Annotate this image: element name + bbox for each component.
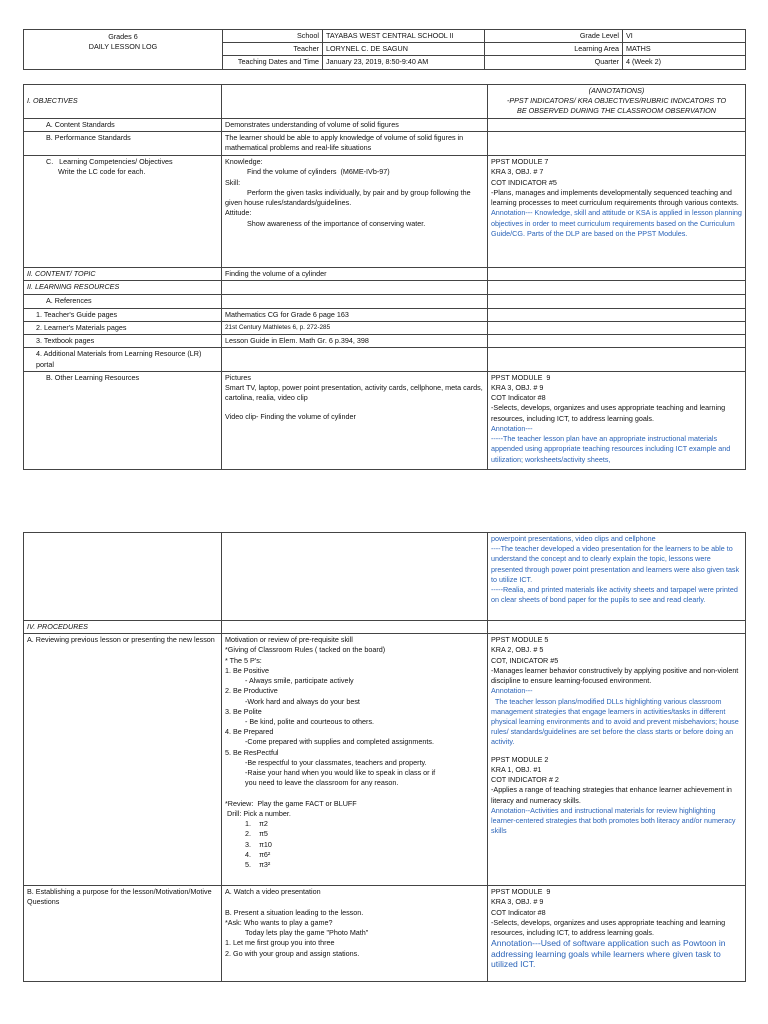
header-title-cell bbox=[24, 30, 223, 70]
attitude-label: Attitude: bbox=[225, 208, 252, 218]
annotation-desc: -Plans, manages and implements developmentally sequenced teaching and learning processes to meet curriculum requirements through various contexts. bbox=[491, 187, 739, 208]
tb-label: 3. Textbook pages bbox=[24, 335, 222, 348]
procedure-a-annotation bbox=[488, 634, 746, 886]
procedure-line: 2. Be Productive bbox=[225, 686, 278, 696]
procedure-line: 3. Be Polite bbox=[225, 706, 262, 716]
teacher-label: Teacher bbox=[223, 43, 323, 56]
annotation-desc-2: -Applies a range of teaching strategies that enhance learner achievement in literacy and numeracy skills. bbox=[491, 785, 734, 805]
procedure-line: - Always smile, participate actively bbox=[225, 676, 354, 686]
empty-cell bbox=[488, 621, 746, 634]
attitude-text: Show awareness of the importance of conserving water. bbox=[247, 218, 426, 228]
resources-annotation bbox=[488, 371, 746, 469]
procedure-b-label: B. Establishing a purpose for the lesson/Motivation/Motive Questions bbox=[24, 886, 222, 982]
content-text: Finding the volume of a cylinder bbox=[222, 268, 488, 281]
quarter-label: Quarter bbox=[485, 56, 623, 69]
content-standards-label: A. Content Standards bbox=[24, 119, 222, 132]
annotation-module: PPST MODULE 7 bbox=[491, 157, 549, 167]
annotation-note-prefix: Annotation--- bbox=[491, 938, 541, 949]
procedure-line: Motivation or review of pre-requisite skill bbox=[225, 635, 353, 645]
empty-cell bbox=[24, 533, 222, 621]
competencies-cell bbox=[24, 156, 222, 268]
annotations-line2: BE OBSERVED DURING THE CLASSROOM OBSERVATION bbox=[517, 106, 716, 116]
header-block bbox=[23, 29, 745, 70]
procedure-line: -Raise your hand when you would like to speak in class or if bbox=[225, 768, 436, 778]
other-list: Smart TV, laptop, power point presentation, activity cards, cellphone, meta cards, cartolina, realia, video clip bbox=[225, 382, 485, 403]
tg-text: Mathematics CG for Grade 6 page 163 bbox=[222, 308, 488, 321]
procedure-line: -Come prepared with supplies and completed assignments. bbox=[225, 737, 434, 747]
empty-cell bbox=[488, 335, 746, 348]
log-title: DAILY LESSON LOG bbox=[88, 42, 158, 52]
annotation-module: PPST MODULE 9 bbox=[491, 372, 551, 382]
procedure-line bbox=[225, 897, 484, 907]
annotation-kra: KRA 2, OBJ. # 5 bbox=[491, 645, 544, 655]
lm-label: 2. Learner's Materials pages bbox=[24, 321, 222, 334]
performance-standards-text: The learner should be able to apply knowledge of volume of solid figures in mathematical problems and real-life situations bbox=[222, 132, 488, 156]
additional-label: 4. Additional Materials from Learning Resource (LR) portal bbox=[24, 348, 222, 371]
empty-cell bbox=[488, 321, 746, 334]
procedure-line: 2. Go with your group and assign stations. bbox=[225, 948, 360, 958]
empty-cell bbox=[488, 281, 746, 294]
empty-cell bbox=[222, 294, 488, 308]
procedure-line: - Be kind, polite and courteous to others. bbox=[225, 716, 375, 726]
school-value: TAYABAS WEST CENTRAL SCHOOL II bbox=[323, 30, 485, 43]
learning-area-value: MATHS bbox=[623, 43, 746, 56]
empty-cell bbox=[488, 308, 746, 321]
annotation-module: PPST MODULE 9 bbox=[491, 887, 551, 897]
annotation-note-text: Used of software application such as Powtoon in addressing learning goals while learners where given task to utilized ICT. bbox=[491, 938, 728, 969]
procedure-line: B. Present a situation leading to the lesson. bbox=[225, 907, 364, 917]
procedure-line: 5. π3² bbox=[225, 860, 271, 870]
resources-heading: II. LEARNING RESOURCES bbox=[24, 281, 222, 294]
other-resources-content bbox=[222, 371, 488, 469]
competencies-content bbox=[222, 156, 488, 268]
annotation-kra: KRA 3, OBJ. # 9 bbox=[491, 382, 544, 392]
continuation-line3: -----Realia, and printed materials like activity sheets and tarpapel were printed on clear sheets of bond paper for the pupils to see and read clearly. bbox=[491, 585, 740, 605]
grade-level-value: VI bbox=[623, 30, 746, 43]
procedure-line: *Ask: Who wants to play a game? bbox=[225, 917, 333, 927]
annotation-note-2: Annotation--Activities and instructional materials for review highlighting learner-centered strategies that both promotes both literacy and/or numeracy skills bbox=[491, 805, 738, 836]
annotation-cot: COT Indicator #8 bbox=[491, 393, 546, 403]
procedure-line: 1. Let me first group you into three bbox=[225, 938, 335, 948]
header-table bbox=[23, 29, 746, 70]
dates-value: January 23, 2019, 8:50-9:40 AM bbox=[323, 56, 485, 69]
performance-standards-label: B. Performance Standards bbox=[24, 132, 222, 156]
knowledge-text: Find the volume of cylinders (M6ME-IVb-97) bbox=[247, 167, 390, 177]
teacher-value: LORYNEL C. DE SAGUN bbox=[323, 43, 485, 56]
procedure-line: *Review: Play the game FACT or BLUFF bbox=[225, 798, 357, 808]
annotation-module: PPST MODULE 5 bbox=[491, 635, 549, 645]
annotation-kra: KRA 3, OBJ. # 7 bbox=[491, 167, 544, 177]
objectives-heading: I. OBJECTIVES bbox=[24, 85, 222, 119]
continuation-annotation bbox=[488, 533, 746, 621]
procedure-line: A. Watch a video presentation bbox=[225, 887, 321, 897]
annotation-module-2: PPST MODULE 2 bbox=[491, 754, 549, 764]
continuation-line1: powerpoint presentations, video clips and cellphone bbox=[491, 534, 656, 543]
annotation-kra-2: KRA 1, OBJ. #1 bbox=[491, 764, 542, 774]
content-standards-text: Demonstrates understanding of volume of solid figures bbox=[222, 119, 488, 132]
annotation-note bbox=[491, 938, 742, 969]
lesson-table-part1 bbox=[23, 84, 745, 470]
objectives-blank bbox=[222, 85, 488, 119]
annotation-desc: -Selects, develops, organizes and uses appropriate teaching and learning resources, including ICT, to address learning goals. bbox=[491, 917, 728, 938]
procedure-line: 1. π2 bbox=[225, 819, 268, 829]
procedure-line: -Be respectful to your classmates, teachers and property. bbox=[225, 757, 427, 767]
quarter-value: 4 (Week 2) bbox=[623, 56, 746, 69]
procedure-b-content bbox=[222, 886, 488, 982]
knowledge-label: Knowledge: bbox=[225, 157, 263, 167]
annotation-note-label: Annotation--- bbox=[491, 423, 533, 433]
other-pictures: Pictures bbox=[225, 372, 251, 382]
procedure-line: *Giving of Classroom Rules ( tacked on the board) bbox=[225, 645, 386, 655]
content-heading: II. CONTENT/ TOPIC bbox=[24, 268, 222, 281]
procedure-line: 5. Be ResPectful bbox=[225, 747, 279, 757]
empty-cell bbox=[222, 621, 488, 634]
annotations-line1: -PPST INDICATORS/ KRA OBJECTIVES/RUBRIC INDICATORS TO bbox=[506, 96, 727, 106]
procedures-table bbox=[23, 532, 746, 982]
other-resources-label: B. Other Learning Resources bbox=[24, 371, 222, 469]
annotation-kra: KRA 3, OBJ. # 9 bbox=[491, 897, 544, 907]
procedure-line: 3. π10 bbox=[225, 839, 272, 849]
tb-text: Lesson Guide in Elem. Math Gr. 6 p.394, 398 bbox=[222, 335, 488, 348]
skill-label: Skill: bbox=[225, 177, 241, 187]
procedure-line: 2. π5 bbox=[225, 829, 268, 839]
empty-cell bbox=[488, 268, 746, 281]
competencies-sub: Write the LC code for each. bbox=[58, 167, 146, 177]
grades-label: Grades 6 bbox=[108, 32, 138, 41]
skill-text: Perform the given tasks individually, by pair and by group following the given house rules/standards/guidelines. bbox=[225, 187, 473, 208]
procedure-line: Drill: Pick a number. bbox=[225, 808, 291, 818]
procedure-a-label: A. Reviewing previous lesson or presenting the new lesson bbox=[24, 634, 222, 886]
school-label: School bbox=[223, 30, 323, 43]
procedure-line: Today lets play the game "Photo Math" bbox=[225, 928, 369, 938]
annotation-cot-2: COT INDICATOR # 2 bbox=[491, 775, 559, 785]
annotation-note: Annotation--- Knowledge, skill and attitude or KSA is applied in lesson planning objectives in order to meet curriculum requirements based on the Curriculum Guide/CG. Parts of the DLP are based on the PPST Modules. bbox=[491, 208, 744, 238]
lesson-table-part2 bbox=[23, 532, 745, 982]
annotation-cot: COT INDICATOR #5 bbox=[491, 177, 557, 187]
objectives-annotation bbox=[488, 156, 746, 268]
annotation-note: The teacher lesson plans/modified DLLs highlighting various classroom management strategies that engage learners in activities/tasks in different physical learning environments and to avoid and prevent misbehaviors; house rules/ standards/guidelines are set before the class starts or before doing an activity. bbox=[491, 696, 741, 747]
procedures-heading: IV. PROCEDURES bbox=[24, 621, 222, 634]
procedure-line: -Work hard and always do your best bbox=[225, 696, 360, 706]
procedure-line: * The 5 P's: bbox=[225, 655, 262, 665]
dates-label: Teaching Dates and Time bbox=[223, 56, 323, 69]
annotation-cot: COT Indicator #8 bbox=[491, 907, 546, 917]
empty-cell bbox=[222, 281, 488, 294]
objectives-table bbox=[23, 84, 746, 470]
references-label: A. References bbox=[24, 294, 222, 308]
annotation-desc: -Selects, develops, organizes and uses appropriate teaching and learning resources, including ICT, to address learning goals. bbox=[491, 403, 728, 423]
annotations-title: (ANNOTATIONS) bbox=[588, 86, 645, 95]
empty-cell bbox=[222, 533, 488, 621]
lm-text: 21st Century Mathletes 6, p. 272-285 bbox=[222, 321, 488, 334]
procedure-line: 1. Be Positive bbox=[225, 665, 269, 675]
procedure-b-annotation bbox=[488, 886, 746, 982]
competencies-label: C. Learning Competencies/ Objectives bbox=[46, 157, 173, 167]
procedure-line: you need to leave the classroom for any reason. bbox=[225, 778, 399, 788]
empty-cell bbox=[488, 119, 746, 132]
continuation-line2: ----The teacher developed a video presentation for the learners to be able to understand the concept and to clearly explain the topic, lessons were presented through power point presentation and learners were also given task to utilize ICT. bbox=[491, 544, 742, 584]
empty-cell bbox=[222, 348, 488, 371]
annotation-note: -----The teacher lesson plan have an appropriate instructional materials appended using appropriate teaching resources including ICT example and utilization; worksheets/activity sheets, bbox=[491, 434, 733, 464]
tg-label: 1. Teacher's Guide pages bbox=[24, 308, 222, 321]
annotation-cot: COT, INDICATOR #5 bbox=[491, 655, 559, 665]
learning-area-label: Learning Area bbox=[485, 43, 623, 56]
other-video: Video clip- Finding the volume of cylinder bbox=[225, 412, 356, 422]
annotation-note-label: Annotation--- bbox=[491, 686, 533, 696]
procedure-a-content bbox=[222, 634, 488, 886]
annotation-desc: -Manages learner behavior constructively by applying positive and non-violent discipline to ensure learning-focused environment. bbox=[491, 665, 741, 686]
procedure-line: 4. π6² bbox=[225, 849, 271, 859]
empty-cell bbox=[488, 132, 746, 156]
procedure-line: 4. Be Prepared bbox=[225, 727, 274, 737]
grade-level-label: Grade Level bbox=[485, 30, 623, 43]
empty-cell bbox=[488, 348, 746, 371]
procedure-line bbox=[225, 789, 484, 799]
empty-cell bbox=[488, 294, 746, 308]
annotations-header bbox=[488, 85, 746, 119]
